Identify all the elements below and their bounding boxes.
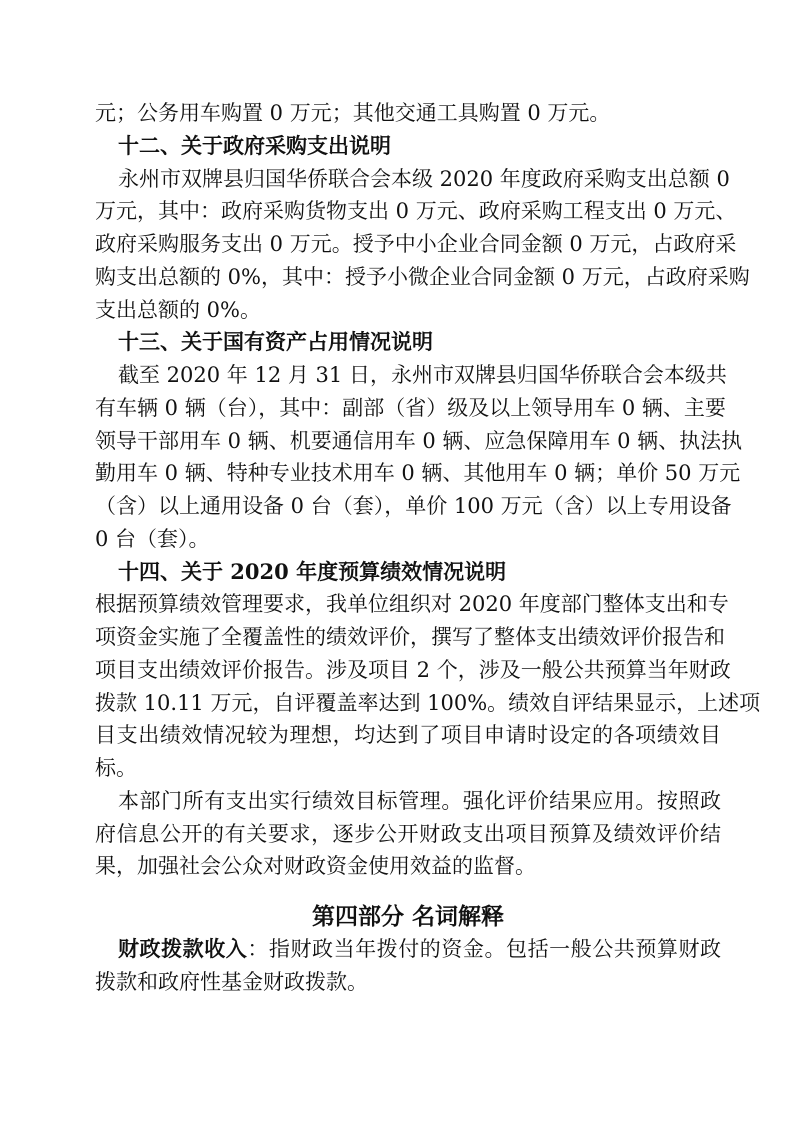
text-line: （含）以上通用设备 0 台（套），单价 100 万元（含）以上专用设备 <box>95 494 732 518</box>
section-14-paragraph <box>95 588 761 785</box>
text-line: 项资金实施了全覆盖性的绩效评价，撰写了整体支出绩效评价报告和 <box>95 625 725 649</box>
text-line: 政府采购服务支出 0 万元。授予中小企业合同金额 0 万元，占政府采 <box>95 232 737 256</box>
term-text: ：指财政当年拨付的资金。包括一般公共预算财政 <box>247 937 722 961</box>
text-line: 万元，其中：政府采购货物支出 0 万元、政府采购工程支出 0 万元、 <box>95 199 737 224</box>
text-line: 目支出绩效情况较为理想，均达到了项目申请时设定的各项绩效目 <box>95 723 721 748</box>
term-definition <box>95 933 721 999</box>
section-13-heading: 十三、关于国有资产占用情况说明 <box>118 329 433 355</box>
text-line: 拨款和政府性基金财政拨款。 <box>95 969 368 994</box>
text-line: 支出总额的 0%。 <box>95 297 261 322</box>
text-line: 永州市双牌县归国华侨联合会本级 2020 年度政府采购支出总额 0 <box>118 166 730 191</box>
text-line: 截至 2020 年 12 月 31 日，永州市双牌县归国华侨联合会本级共 <box>118 363 727 387</box>
term-label: 财政拨款收入 <box>118 936 248 961</box>
text-line: 本部门所有支出实行绩效目标管理。强化评价结果应用。按照政 <box>118 788 721 813</box>
text-line: 果，加强社会公众对财政资金使用效益的监督。 <box>95 854 536 879</box>
text-line: 购支出总额的 0%，其中：授予小微企业合同金额 0 万元，占政府采购 <box>95 264 750 289</box>
text-line: 拨款 10.11 万元，自评覆盖率达到 100%。绩效自评结果显示，上述项 <box>95 690 761 715</box>
text-line: 标。 <box>95 756 137 780</box>
text-line: 勤用车 0 辆、特种专业技术用车 0 辆、其他用车 0 辆；单价 50 万元 <box>95 461 741 486</box>
section-13-paragraph <box>95 359 743 556</box>
text-line: 根据预算绩效管理要求，我单位组织对 2020 年度部门整体支出和专 <box>95 592 729 617</box>
text-line: 项目支出绩效评价报告。涉及项目 2 个，涉及一般公共预算当年财政 <box>95 657 731 682</box>
section-12-heading: 十二、关于政府采购支出说明 <box>118 132 391 158</box>
text-line: 府信息公开的有关要求，逐步公开财政支出项目预算及绩效评价结 <box>95 821 721 846</box>
text-line: 有车辆 0 辆（台），其中：副部（省）级及以上领导用车 0 辆、主要 <box>95 395 726 420</box>
text-line: 领导干部用车 0 辆、机要通信用车 0 辆、应急保障用车 0 辆、执法执 <box>95 428 743 453</box>
section-14-paragraph-2 <box>95 785 721 883</box>
section-14-heading: 十四、关于 2020 年度预算绩效情况说明 <box>118 558 507 584</box>
section-12-paragraph <box>95 163 750 327</box>
document-page <box>95 97 761 999</box>
carryover-line: 元；公务用车购置 0 万元；其他交通工具购置 0 万元。 <box>95 101 611 125</box>
text-line: 0 台（套）。 <box>95 526 210 551</box>
part-4-title: 第四部分 名词解释 <box>311 903 504 930</box>
